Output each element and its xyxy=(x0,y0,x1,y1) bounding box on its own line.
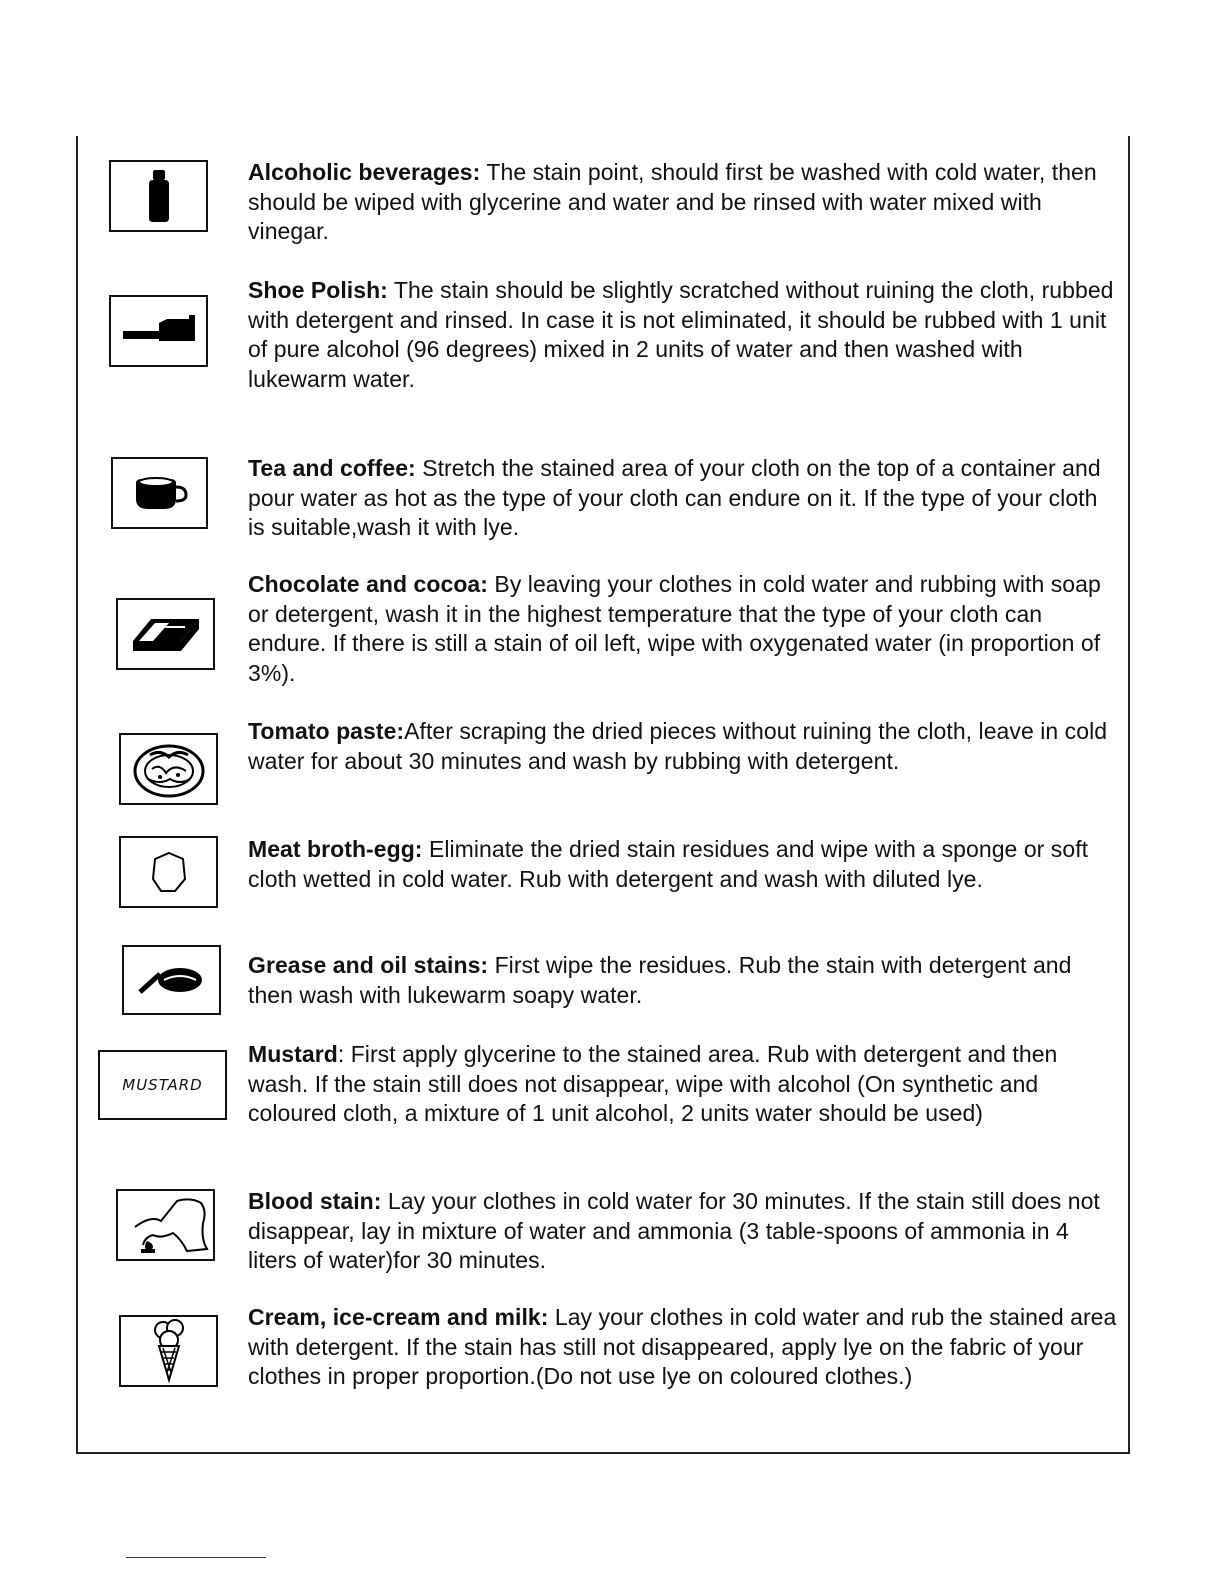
entry-title: Tomato paste: xyxy=(248,718,405,744)
footnote-separator xyxy=(126,1557,266,1558)
mustard-label-text: MUSTARD xyxy=(122,1076,203,1094)
entry-title: Grease and oil stains: xyxy=(248,952,489,978)
entry-body: Lay your clothes in cold water and rub the stained area with detergent. If the stain has still not disappeared, apply lye on the fabric of your clothes in proper proportion.(Do not use lye on coloured clothes.) xyxy=(248,1304,1117,1389)
entry-title: Mustard xyxy=(248,1041,338,1067)
egg-icon xyxy=(119,836,218,908)
bottle-icon xyxy=(109,160,208,232)
blood-drop-icon xyxy=(116,1189,215,1261)
ice-cream-icon xyxy=(119,1315,218,1387)
entry-body: : First apply glycerine to the stained area. Rub with detergent and then wash. If the stain still does not disappear, wipe with alcohol (On synthetic and coloured cloth, a mixture of 1 unit alcohol, 2 units water should be used) xyxy=(248,1041,1058,1126)
tomato-icon xyxy=(119,733,218,805)
chocolate-bar-icon xyxy=(116,598,215,670)
entry-body: The stain should be slightly scratched without ruining the cloth, rubbed with detergent and rinsed. In case it is not eliminated, it should be rubbed with 1 unit of pure alcohol (96 degrees) mixed in 2 units of water and then washed with lukewarm water. xyxy=(248,277,1114,392)
entry-tea-and-coffee xyxy=(248,454,1118,543)
entry-body: First wipe the residues. Rub the stain with detergent and then wash with lukewarm soapy water. xyxy=(248,952,1072,1008)
entry-mustard xyxy=(248,1040,1118,1129)
entry-meat-broth-egg xyxy=(248,835,1118,894)
entry-title: Chocolate and cocoa: xyxy=(248,571,488,597)
entry-chocolate-and-cocoa xyxy=(248,570,1118,688)
entry-title: Meat broth-egg: xyxy=(248,836,423,862)
entry-title: Cream, ice-cream and milk: xyxy=(248,1304,549,1330)
entry-blood-stain xyxy=(248,1187,1118,1276)
mustard-label-icon xyxy=(98,1050,227,1120)
cup-icon xyxy=(111,457,208,529)
entry-grease-and-oil-stains xyxy=(248,951,1118,1010)
entry-alcoholic-beverages xyxy=(248,158,1118,247)
entry-body: Lay your clothes in cold water for 30 minutes. If the stain still does not disappear, lay in mixture of water and ammonia (3 table-spoons of ammonia in 4 liters of water)for 30 minutes. xyxy=(248,1188,1100,1273)
oil-can-icon xyxy=(122,945,221,1015)
entry-body: Eliminate the dried stain residues and wipe with a sponge or soft cloth wetted in cold water. Rub with detergent and wash with diluted lye. xyxy=(248,836,1089,892)
entry-title: Alcoholic beverages: xyxy=(248,159,481,185)
entry-tomato-paste xyxy=(248,717,1118,776)
entry-cream-ice-cream-and-milk xyxy=(248,1303,1118,1392)
entry-body: Stretch the stained area of your cloth on the top of a container and pour water as hot as the type of your cloth can endure on it. If the type of your cloth is suitable,wash it with lye. xyxy=(248,455,1101,540)
entry-shoe-polish xyxy=(248,276,1118,394)
entry-title: Blood stain: xyxy=(248,1188,382,1214)
entry-body: After scraping the dried pieces without ruining the cloth, leave in cold water for about 30 minutes and wash by rubbing with detergent. xyxy=(248,718,1108,774)
shoe-polish-icon xyxy=(109,295,208,367)
entry-body: The stain point, should first be washed with cold water, then should be wiped with glycerine and water and be rinsed with water mixed with vinegar. xyxy=(248,159,1097,244)
entry-title: Tea and coffee: xyxy=(248,455,416,481)
entry-title: Shoe Polish: xyxy=(248,277,388,303)
entry-body: By leaving your clothes in cold water and rubbing with soap or detergent, wash it in the highest temperature that the type of your cloth can endure. If there is still a stain of oil left, wipe with oxygenated water (in proportion of 3%). xyxy=(248,571,1101,686)
